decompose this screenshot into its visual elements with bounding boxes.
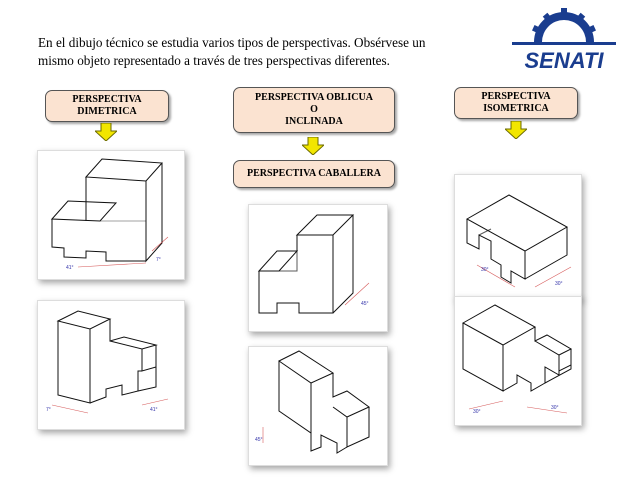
svg-text:30°: 30°: [473, 409, 481, 415]
label-dimetrica-line-1: PERSPECTIVA: [72, 94, 142, 105]
intro-line-1: En el dibujo técnico se estudia varios tipos de perspectivas. Obsérvese un: [38, 35, 426, 50]
figure-cavalier-top: [248, 204, 388, 332]
label-oblicua-line-1: PERSPECTIVA OBLICUA: [255, 92, 373, 103]
figure-dimetric-bottom: [37, 300, 185, 430]
label-caballera-text: PERSPECTIVA CABALLERA: [246, 168, 381, 179]
svg-text:7°: 7°: [46, 407, 51, 413]
svg-text:30°: 30°: [551, 405, 559, 411]
svg-text:30°: 30°: [555, 281, 563, 287]
figure-cavalier-bottom: [248, 346, 388, 466]
svg-text:7°: 7°: [156, 257, 161, 263]
figure-isometric-bottom: [454, 296, 582, 426]
svg-text:45°: 45°: [255, 437, 263, 443]
label-isometrica-line-2: ISOMETRICA: [483, 103, 549, 114]
label-dimetrica: [45, 90, 169, 122]
figure-dimetric-top: [37, 150, 185, 280]
arrow-down-icon: [95, 123, 117, 141]
label-dimetrica-line-2: DIMETRICA: [77, 106, 137, 117]
label-oblicua-line-2: O: [310, 104, 318, 115]
label-isometrica: [454, 87, 578, 119]
svg-text:45°: 45°: [361, 301, 369, 307]
label-isometrica-line-1: PERSPECTIVA: [481, 91, 551, 102]
svg-text:41°: 41°: [66, 265, 74, 271]
intro-text: [38, 34, 508, 70]
arrow-down-icon: [505, 121, 527, 139]
logo-text: SENATI: [524, 48, 604, 73]
senati-logo: [508, 8, 620, 74]
svg-text:30°: 30°: [481, 267, 489, 273]
label-oblicua-line-3: INCLINADA: [285, 116, 343, 127]
label-caballera: [233, 160, 395, 188]
figure-isometric-top: [454, 174, 582, 300]
intro-line-2: mismo objeto representado a través de tres perspectivas diferentes.: [38, 53, 390, 68]
label-oblicua: [233, 87, 395, 133]
svg-text:41°: 41°: [150, 407, 158, 413]
arrow-down-icon: [302, 137, 324, 155]
